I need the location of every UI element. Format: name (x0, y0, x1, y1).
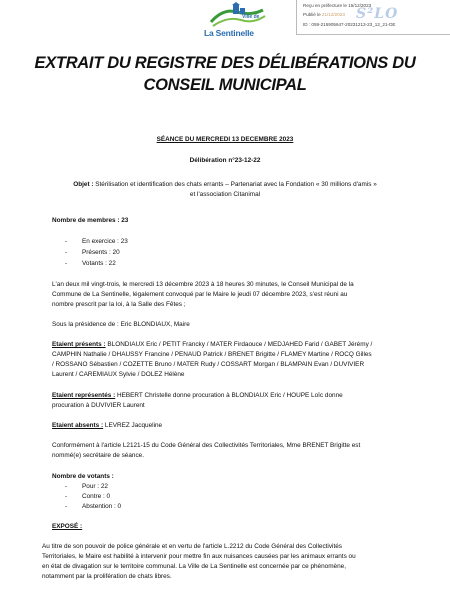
objet-text: Stérilisation et identification des chats errants – Partenariat avec la Fondation « 30 millions d'amis » (93, 181, 377, 188)
presidence: Sous la présidence de : Eric BLONDIAUX, Maire (52, 321, 190, 328)
representes-line1 (52, 391, 343, 401)
secretaire-line1: Conformément à l'article L2121-15 du Code Général des Collectivités Territoriales, Mme BRENET Brigitte est (52, 442, 361, 449)
votants-title: Nombre de votants : (52, 473, 114, 480)
presents-line2: CAMPHIN Nathalie / DHAUSSY Francine / PENAUD Patrick / BRENET Brigitte / FLAMEY Martine / ROCQ Gilles (52, 351, 372, 358)
absents-text: LEVREZ Jacqueline (103, 422, 163, 429)
membres-item: En exercice : 23 (82, 238, 128, 245)
presents-label: Etaient présents : (52, 341, 106, 348)
stamp-watermark: S²LO (356, 6, 399, 22)
votants-item-dash: - (65, 493, 68, 500)
objet-line1 (0, 180, 450, 190)
votants-item-dash: - (65, 483, 68, 490)
logo-ville-label: Ville de (242, 14, 260, 20)
absents-label: Etaient absents : (52, 422, 104, 429)
votants-item: Abstention : 0 (82, 503, 122, 510)
expose-line2: Territoriales, le Maire est habilité à intervenir pour mettre fin aux nuisances causées par les animaux errants ou (42, 553, 356, 560)
logo-town-name: La Sentinelle (204, 28, 254, 38)
intro-line1: L'an deux mil vingt-trois, le mercredi 13 décembre 2023 à 18 heures 30 minutes, le Conseil Municipal de la (52, 281, 354, 288)
objet-label: Objet : (73, 181, 94, 188)
stamp-published-label: Publié le (303, 12, 321, 17)
objet-line2: et l'association Citanimal (189, 191, 261, 198)
membres-item: Présents : 20 (82, 249, 120, 256)
representes-line2: procuration à DUVIVIER Laurent (52, 402, 145, 409)
stamp-received: Reçu en préfecture le 15/12/2023 (303, 3, 372, 8)
seance-date: SÉANCE DU MERCREDI 13 DECEMBRE 2023 (156, 136, 294, 143)
expose-line3: en état de divagation sur le territoire communal. La Ville de La Sentinelle est concernée par ce phénomène, (42, 563, 346, 570)
membres-item-dash: - (65, 260, 68, 267)
presents-line4: Laurent / CAREMIAUX Sylvie / DOLEZ Hélène (52, 371, 185, 378)
deliberation-number: Délibération n°23-12-22 (189, 157, 261, 164)
stamp-published-date: 21/12/2023 (321, 12, 345, 17)
expose-line1: Au titre de son pouvoir de police générale et en vertu de l'article L.2212 du Code Général des Collectivités (42, 543, 342, 550)
expose-line4: notamment par la prolifération de chats libres. (42, 573, 172, 580)
membres-item-dash: - (65, 249, 68, 256)
absents-line (52, 421, 162, 431)
membres-title: Nombre de membres : 23 (52, 217, 129, 224)
presents-line1 (52, 340, 372, 350)
votants-item-dash: - (65, 503, 68, 510)
intro-line2: Commune de La Sentinelle, légalement convoqué par le Maire le jeudi 07 décembre 2023, s'est réuni au (52, 291, 348, 298)
membres-item-dash: - (65, 238, 68, 245)
expose-label: EXPOSÉ : (52, 523, 83, 530)
votants-item: Pour : 22 (82, 483, 108, 490)
presents-line3: / ROSSANO Sébastien / COZETTE Bruno / MATER Rudy / COSSART Morgan / BLAMPAIN Evan / DUVIVIER (52, 361, 365, 368)
document-title-line2: CONSEIL MUNICIPAL (143, 76, 307, 94)
stamp-published (303, 11, 345, 19)
stamp-id: ID : 059-215905647-20231213-23_12_21-DE (303, 22, 396, 27)
presents-text: BLONDIAUX Eric / PETIT Francky / MATER Firdaouce / MEDJAHED Farid / GABET Jérémy / (105, 341, 373, 348)
representes-label: Etaient représentés : (52, 392, 116, 399)
intro-line3: nombre prescrit par la loi, à la Salle des Fêtes ; (52, 301, 186, 308)
document-title-line1: EXTRAIT DU REGISTRE DES DÉLIBÉRATIONS DU (34, 54, 416, 72)
representes-text: HEBERT Christelle donne procuration à BLONDIAUX Eric / HOUPE Loïc donne (115, 392, 343, 399)
membres-item: Votants : 22 (82, 260, 116, 267)
votants-item: Contre : 0 (82, 493, 111, 500)
secretaire-line2: nommé(e) secrétaire de séance. (52, 452, 144, 459)
